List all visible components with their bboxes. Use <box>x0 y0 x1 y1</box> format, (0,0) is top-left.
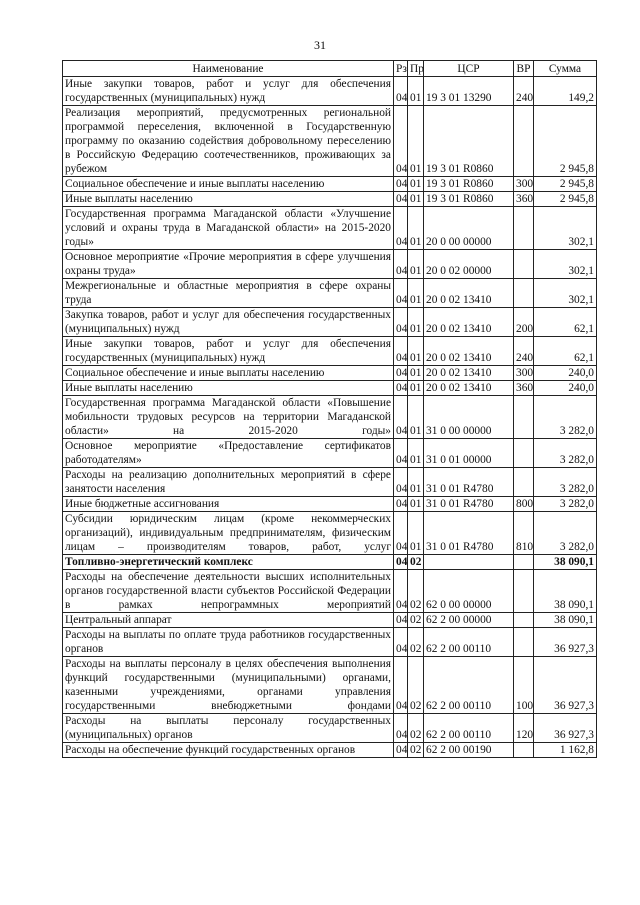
row-csr: 20 0 02 00000 <box>424 250 514 279</box>
row-name: Закупка товаров, работ и услуг для обеспечения государственных (муниципальных) нужд <box>63 308 394 337</box>
row-vr: 200 <box>514 308 534 337</box>
row-name: Расходы на выплаты персоналу в целях обеспечения выполнения функций государственными (муниципальными) органами, казенными учреждениями, органами управления государственными внебюджетными фондами <box>63 657 394 714</box>
row-rz: 04 <box>394 570 408 613</box>
row-rz: 04 <box>394 207 408 250</box>
budget-table <box>62 60 597 758</box>
row-rz: 04 <box>394 468 408 497</box>
row-csr: 62 2 00 00110 <box>424 628 514 657</box>
row-rz: 04 <box>394 279 408 308</box>
table-row <box>63 207 597 250</box>
row-csr: 31 0 01 00000 <box>424 439 514 468</box>
row-rz: 04 <box>394 628 408 657</box>
row-name: Иные выплаты населению <box>63 192 394 207</box>
row-pr: 01 <box>408 207 424 250</box>
row-name: Расходы на выплаты по оплате труда работников государственных органов <box>63 628 394 657</box>
row-csr <box>424 555 514 570</box>
row-vr: 300 <box>514 366 534 381</box>
table-row <box>63 366 597 381</box>
row-name: Государственная программа Магаданской области «Повышение мобильности трудовых ресурсов на территории Магаданской области» на 2015-2020 годы» <box>63 396 394 439</box>
table-row <box>63 613 597 628</box>
row-sum: 1 162,8 <box>534 743 597 758</box>
row-sum: 149,2 <box>534 77 597 106</box>
row-pr: 01 <box>408 439 424 468</box>
row-vr <box>514 396 534 439</box>
row-sum: 62,1 <box>534 308 597 337</box>
row-sum: 302,1 <box>534 207 597 250</box>
table-row <box>63 106 597 177</box>
row-vr <box>514 555 534 570</box>
row-rz: 04 <box>394 366 408 381</box>
table-row <box>63 714 597 743</box>
row-rz: 04 <box>394 337 408 366</box>
table-row <box>63 512 597 555</box>
row-sum: 38 090,1 <box>534 613 597 628</box>
row-csr: 20 0 02 13410 <box>424 366 514 381</box>
row-pr: 01 <box>408 106 424 177</box>
row-sum: 2 945,8 <box>534 177 597 192</box>
row-vr <box>514 207 534 250</box>
row-rz: 04 <box>394 743 408 758</box>
row-name: Расходы на обеспечение деятельности высших исполнительных органов государственной власти субъектов Российской Федерации в рамках непрограммных мероприятий <box>63 570 394 613</box>
row-name: Реализация мероприятий, предусмотренных региональной программой переселения, включенной в Государственную программу по оказанию содействия добровольному переселению в Российскую Федерацию соотечественников, проживающих за рубежом <box>63 106 394 177</box>
row-csr: 62 2 00 00000 <box>424 613 514 628</box>
row-rz: 04 <box>394 250 408 279</box>
table-row <box>63 381 597 396</box>
table-row <box>63 192 597 207</box>
row-pr: 01 <box>408 250 424 279</box>
row-vr: 360 <box>514 381 534 396</box>
row-csr: 31 0 00 00000 <box>424 396 514 439</box>
row-sum: 36 927,3 <box>534 657 597 714</box>
row-name: Иные закупки товаров, работ и услуг для обеспечения государственных (муниципальных) нужд <box>63 77 394 106</box>
row-pr: 01 <box>408 381 424 396</box>
row-sum: 2 945,8 <box>534 106 597 177</box>
row-sum: 3 282,0 <box>534 439 597 468</box>
row-pr: 01 <box>408 279 424 308</box>
row-vr: 100 <box>514 657 534 714</box>
row-rz: 04 <box>394 657 408 714</box>
row-vr <box>514 743 534 758</box>
row-name: Расходы на обеспечение функций государственных органов <box>63 743 394 758</box>
row-vr: 800 <box>514 497 534 512</box>
row-pr: 01 <box>408 308 424 337</box>
row-pr: 01 <box>408 468 424 497</box>
row-name: Расходы на реализацию дополнительных мероприятий в сфере занятости населения <box>63 468 394 497</box>
header-rz: Рз <box>394 61 408 77</box>
row-csr: 20 0 02 13410 <box>424 308 514 337</box>
row-vr: 120 <box>514 714 534 743</box>
row-rz: 04 <box>394 714 408 743</box>
row-vr <box>514 570 534 613</box>
table-row <box>63 396 597 439</box>
row-csr: 20 0 02 13410 <box>424 381 514 396</box>
row-sum: 302,1 <box>534 250 597 279</box>
row-pr: 01 <box>408 337 424 366</box>
row-pr: 02 <box>408 628 424 657</box>
row-sum: 36 927,3 <box>534 714 597 743</box>
table-row <box>63 308 597 337</box>
row-name: Иные бюджетные ассигнования <box>63 497 394 512</box>
row-name: Топливно-энергетический комплекс <box>63 555 394 570</box>
row-rz: 04 <box>394 308 408 337</box>
row-vr: 810 <box>514 512 534 555</box>
row-pr: 02 <box>408 570 424 613</box>
row-rz: 04 <box>394 192 408 207</box>
row-name: Государственная программа Магаданской области «Улучшение условий и охраны труда в Магаданской области» на 2015-2020 годы» <box>63 207 394 250</box>
row-sum: 38 090,1 <box>534 555 597 570</box>
row-vr: 360 <box>514 192 534 207</box>
row-sum: 36 927,3 <box>534 628 597 657</box>
row-name: Иные выплаты населению <box>63 381 394 396</box>
page-number: 31 <box>314 38 326 52</box>
table-row <box>63 337 597 366</box>
row-pr: 01 <box>408 512 424 555</box>
row-name: Социальное обеспечение и иные выплаты населению <box>63 366 394 381</box>
row-name: Основное мероприятие «Предоставление сертификатов работодателям» <box>63 439 394 468</box>
table-row <box>63 555 597 570</box>
row-vr <box>514 279 534 308</box>
row-rz: 04 <box>394 555 408 570</box>
row-sum: 3 282,0 <box>534 497 597 512</box>
table-header-row <box>63 61 597 77</box>
table-row <box>63 250 597 279</box>
row-sum: 3 282,0 <box>534 396 597 439</box>
row-csr: 20 0 02 13410 <box>424 337 514 366</box>
row-pr: 01 <box>408 77 424 106</box>
table-row <box>63 497 597 512</box>
row-vr <box>514 613 534 628</box>
row-rz: 04 <box>394 497 408 512</box>
header-name: Наименование <box>63 61 394 77</box>
row-sum: 302,1 <box>534 279 597 308</box>
row-rz: 04 <box>394 177 408 192</box>
row-vr <box>514 628 534 657</box>
row-pr: 02 <box>408 555 424 570</box>
row-pr: 01 <box>408 497 424 512</box>
row-rz: 04 <box>394 106 408 177</box>
table-row <box>63 628 597 657</box>
table-row <box>63 77 597 106</box>
row-pr: 01 <box>408 396 424 439</box>
row-vr: 240 <box>514 77 534 106</box>
row-sum: 2 945,8 <box>534 192 597 207</box>
row-name: Иные закупки товаров, работ и услуг для обеспечения государственных (муниципальных) нужд <box>63 337 394 366</box>
header-csr: ЦСР <box>424 61 514 77</box>
row-sum: 240,0 <box>534 366 597 381</box>
row-name: Межрегиональные и областные мероприятия в сфере охраны труда <box>63 279 394 308</box>
row-pr: 01 <box>408 366 424 381</box>
row-name: Субсидии юридическим лицам (кроме некоммерческих организаций), индивидуальным предпринимателям, физическим лицам – производителям товаров, работ, услуг <box>63 512 394 555</box>
row-csr: 62 2 00 00190 <box>424 743 514 758</box>
header-pr: Пр <box>408 61 424 77</box>
row-csr: 31 0 01 R4780 <box>424 468 514 497</box>
row-csr: 31 0 01 R4780 <box>424 497 514 512</box>
header-vr: ВР <box>514 61 534 77</box>
row-vr <box>514 439 534 468</box>
table-row <box>63 743 597 758</box>
row-sum: 3 282,0 <box>534 512 597 555</box>
row-rz: 04 <box>394 512 408 555</box>
row-name: Социальное обеспечение и иные выплаты населению <box>63 177 394 192</box>
row-sum: 38 090,1 <box>534 570 597 613</box>
table-row <box>63 657 597 714</box>
row-rz: 04 <box>394 381 408 396</box>
row-pr: 01 <box>408 192 424 207</box>
row-csr: 19 3 01 R0860 <box>424 106 514 177</box>
row-csr: 62 2 00 00110 <box>424 657 514 714</box>
row-vr: 300 <box>514 177 534 192</box>
row-csr: 31 0 01 R4780 <box>424 512 514 555</box>
header-sum: Сумма <box>534 61 597 77</box>
row-name: Расходы на выплаты персоналу государственных (муниципальных) органов <box>63 714 394 743</box>
table-row <box>63 279 597 308</box>
row-name: Основное мероприятие «Прочие мероприятия в сфере улучшения охраны труда» <box>63 250 394 279</box>
row-pr: 02 <box>408 714 424 743</box>
row-vr <box>514 250 534 279</box>
table-row <box>63 177 597 192</box>
row-rz: 04 <box>394 396 408 439</box>
row-pr: 02 <box>408 743 424 758</box>
row-sum: 240,0 <box>534 381 597 396</box>
row-rz: 04 <box>394 613 408 628</box>
row-vr <box>514 468 534 497</box>
row-csr: 19 3 01 R0860 <box>424 192 514 207</box>
row-sum: 62,1 <box>534 337 597 366</box>
row-rz: 04 <box>394 77 408 106</box>
row-name: Центральный аппарат <box>63 613 394 628</box>
table-row <box>63 570 597 613</box>
row-csr: 62 0 00 00000 <box>424 570 514 613</box>
row-vr <box>514 106 534 177</box>
table-row <box>63 439 597 468</box>
row-pr: 02 <box>408 613 424 628</box>
row-pr: 01 <box>408 177 424 192</box>
row-csr: 19 3 01 R0860 <box>424 177 514 192</box>
row-sum: 3 282,0 <box>534 468 597 497</box>
row-vr: 240 <box>514 337 534 366</box>
row-csr: 20 0 02 13410 <box>424 279 514 308</box>
row-pr: 02 <box>408 657 424 714</box>
row-csr: 19 3 01 13290 <box>424 77 514 106</box>
row-rz: 04 <box>394 439 408 468</box>
row-csr: 62 2 00 00110 <box>424 714 514 743</box>
row-csr: 20 0 00 00000 <box>424 207 514 250</box>
table-row <box>63 468 597 497</box>
